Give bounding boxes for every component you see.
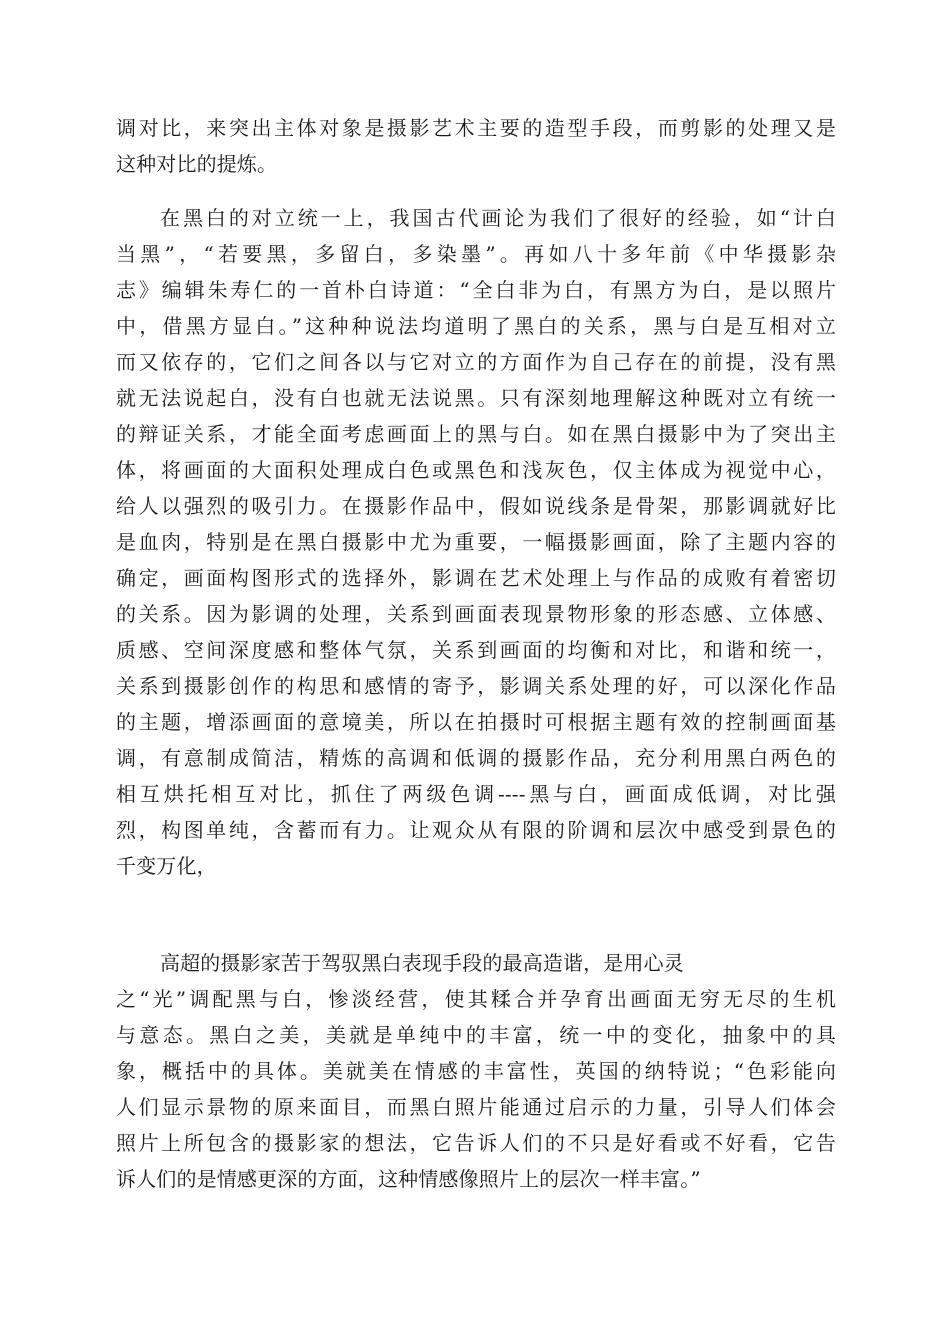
text-line: 当黑”，“若要黑，多留白，多染墨”。再如八十多年前《中华摄影杂	[116, 242, 836, 266]
text-line: 就无法说起白，没有白也就无法说黑。只有深刻地理解这种既对立有统一	[116, 386, 836, 410]
text-line: 而又依存的，它们之间各以与它对立的方面作为自己存在的前提，没有黑	[116, 350, 836, 374]
text-line: 调，有意制成简洁，精炼的高调和低调的摄影作品，充分利用黑白两色的	[116, 746, 836, 770]
text-line: 这种对比的提炼。	[116, 152, 278, 176]
text-line: 志》编辑朱寿仁的一首朴白诗道：“全白非为白，有黑方为白，是以照片	[116, 278, 836, 302]
text-line: 诉人们的是情感更深的方面，这种情感像照片上的层次一样丰富。”	[116, 1167, 701, 1191]
text-line: 之“光”调配黑与白，惨淡经营，使其糅合并孕育出画面无穷无尽的生机	[116, 987, 836, 1011]
text-line: 给人以强烈的吸引力。在摄影作品中，假如说线条是骨架，那影调就好比	[116, 494, 836, 518]
text-line: 的主题，增添画面的意境美，所以在拍摄时可根据主题有效的控制画面基	[116, 710, 836, 734]
text-line: 千变万化，	[116, 854, 217, 878]
text-line: 在黑白的对立统一上，我国古代画论为我们了很好的经验，如“计白	[160, 206, 836, 230]
text-line: 与意态。黑白之美，美就是单纯中的丰富，统一中的变化，抽象中的具	[116, 1023, 836, 1047]
text-line: 象，概括中的具体。美就美在情感的丰富性，英国的纳特说；“色彩能向	[116, 1059, 836, 1083]
text-line: 的关系。因为影调的处理，关系到画面表现景物形象的形态感、立体感、	[116, 602, 836, 626]
paragraph-3	[116, 945, 836, 1197]
text-line: 关系到摄影创作的构思和感情的寄予，影调关系处理的好，可以深化作品	[116, 674, 836, 698]
text-line: 调对比，来突出主体对象是摄影艺术主要的造型手段，而剪影的处理又是	[116, 116, 836, 140]
paragraph-2	[116, 200, 836, 884]
text-line: 烈，构图单纯，含蓄而有力。让观众从有限的阶调和层次中感受到景色的	[116, 818, 836, 842]
text-line: 中，借黑方显白。”这种种说法均道明了黑白的关系，黑与白是互相对立	[116, 314, 836, 338]
text-line: 高超的摄影家苦于驾驭黑白表现手段的最高造谐，是用心灵	[160, 951, 684, 975]
text-line: 人们显示景物的原来面目，而黑白照片能通过启示的力量，引导人们体会	[116, 1095, 836, 1119]
text-line: 照片上所包含的摄影家的想法，它告诉人们的不只是好看或不好看，它告	[116, 1131, 836, 1155]
text-line: 是血肉，特别是在黑白摄影中尤为重要，一幅摄影画面，除了主题内容的	[116, 530, 836, 554]
text-line: 相互烘托相互对比，抓住了两级色调----黑与白，画面成低调，对比强	[116, 782, 836, 806]
text-line: 确定，画面构图形式的选择外，影调在艺术处理上与作品的成败有着密切	[116, 566, 836, 590]
text-line: 质感、空间深度感和整体气氛，关系到画面的均衡和对比，和谐和统一，	[116, 638, 836, 662]
paragraph-1	[116, 110, 836, 182]
text-line: 体，将画面的大面积处理成白色或黑色和浅灰色，仅主体成为视觉中心，	[116, 458, 836, 482]
text-line: 的辩证关系，才能全面考虑画面上的黑与白。如在黑白摄影中为了突出主	[116, 422, 836, 446]
